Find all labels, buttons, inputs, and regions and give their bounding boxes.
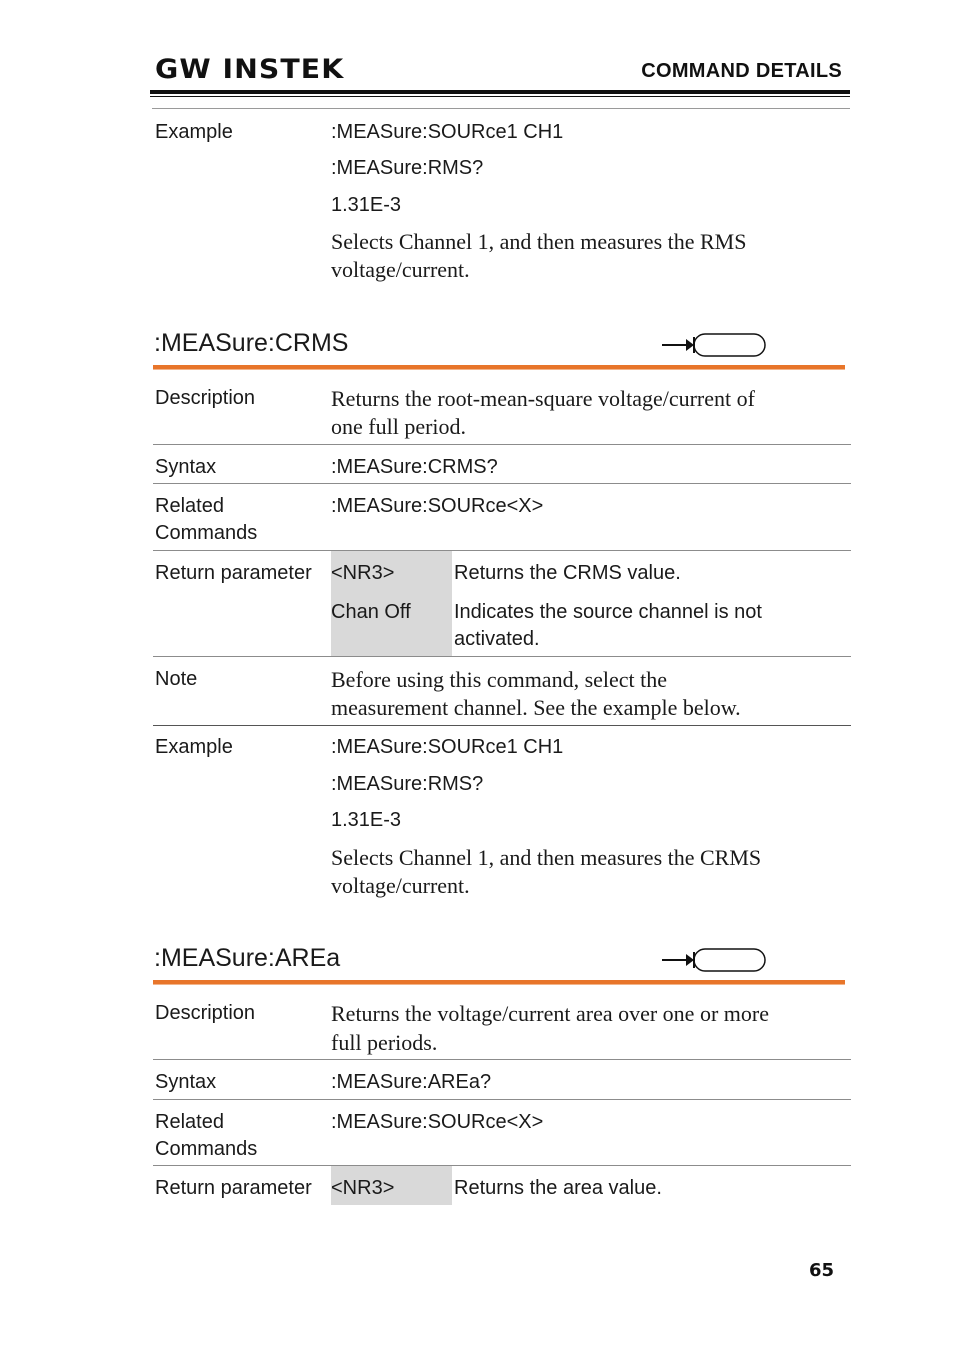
related-label: Commands: [155, 1138, 258, 1160]
syntax-value: :MEASure:AREa?: [331, 1071, 492, 1093]
return-label: Return parameter: [155, 1177, 312, 1199]
return-param: <NR3>: [331, 562, 395, 584]
description-text: full periods.: [331, 1030, 438, 1055]
row-divider: [153, 550, 851, 551]
row-divider: [153, 1099, 851, 1100]
return-desc: activated.: [454, 628, 540, 650]
page-number: 65: [808, 1260, 834, 1281]
related-label: Related: [155, 1111, 224, 1133]
note-text: measurement channel. See the example below.: [331, 695, 741, 720]
example-description: Selects Channel 1, and then measures the RMS: [331, 229, 747, 254]
example-line: :MEASure:RMS?: [331, 157, 484, 179]
syntax-label: Syntax: [155, 456, 217, 478]
section-rule: [153, 980, 845, 985]
related-label: Related: [155, 495, 224, 517]
header-rule-thin: [150, 96, 850, 97]
related-command: :MEASure:SOURce<X>: [331, 1111, 544, 1133]
row-divider: [153, 444, 851, 445]
return-label: Return parameter: [155, 562, 312, 584]
description-label: Description: [155, 1002, 256, 1024]
description-label: Description: [155, 387, 256, 409]
description-text: one full period.: [331, 414, 467, 439]
query-icon: [662, 333, 766, 357]
example-line: 1.31E-3: [331, 194, 402, 216]
return-param: Chan Off: [331, 601, 411, 623]
example-line: :MEASure:SOURce1 CH1: [331, 736, 564, 758]
related-command: :MEASure:SOURce<X>: [331, 495, 544, 517]
example-line: :MEASure:SOURce1 CH1: [331, 121, 564, 143]
related-label: Commands: [155, 522, 258, 544]
section-title-crms: :MEASure:CRMS: [154, 329, 349, 357]
syntax-label: Syntax: [155, 1071, 217, 1093]
header-rule: [150, 90, 850, 94]
section-rule: [153, 365, 845, 370]
gw-instek-logo: GW INSTEK: [155, 54, 345, 85]
example-line: 1.31E-3: [331, 809, 402, 831]
example-line: :MEASure:RMS?: [331, 773, 484, 795]
return-desc: Returns the CRMS value.: [454, 562, 681, 584]
row-divider: [153, 1059, 851, 1060]
description-text: Returns the voltage/current area over one or more: [331, 1001, 769, 1026]
return-desc: Indicates the source channel is not: [454, 601, 762, 623]
row-divider: [153, 656, 851, 657]
description-text: Returns the root-mean-square voltage/current of: [331, 386, 755, 411]
example-description: voltage/current.: [331, 873, 470, 898]
note-text: Before using this command, select the: [331, 667, 668, 692]
table-top-rule: [152, 108, 850, 109]
section-title-area: :MEASure:AREa: [154, 944, 341, 972]
row-divider: [153, 483, 851, 484]
row-divider: [153, 1165, 851, 1166]
header-title: COMMAND DETAILS: [641, 60, 842, 82]
example-label: Example: [155, 121, 233, 143]
syntax-value: :MEASure:CRMS?: [331, 456, 498, 478]
row-divider: [153, 725, 851, 726]
example-description: Selects Channel 1, and then measures the CRMS: [331, 845, 762, 870]
note-label: Note: [155, 668, 198, 690]
example-description: voltage/current.: [331, 257, 470, 282]
example-label: Example: [155, 736, 233, 758]
query-icon: [662, 948, 766, 972]
return-desc: Returns the area value.: [454, 1177, 662, 1199]
return-param: <NR3>: [331, 1177, 395, 1199]
